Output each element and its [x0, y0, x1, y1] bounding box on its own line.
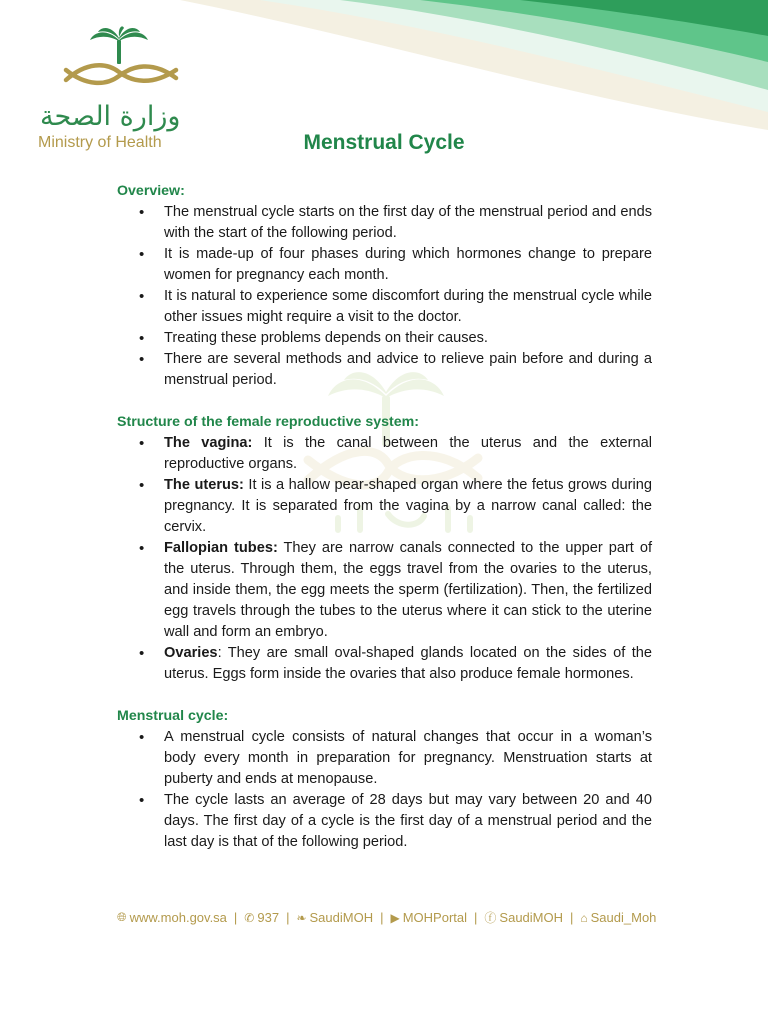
footer-snapchat-text: Saudi_Moh	[590, 910, 657, 925]
section-heading: Structure of the female reproductive system:	[117, 414, 419, 430]
twitter-icon: ❧	[296, 910, 307, 925]
list-item	[117, 475, 652, 538]
section-menstrual-cycle	[117, 706, 652, 853]
separator: |	[380, 910, 384, 925]
globe-icon: 🌐︎	[117, 910, 127, 924]
palm-swords-emblem	[36, 26, 206, 98]
list-item	[117, 202, 652, 244]
list-item	[117, 328, 652, 349]
footer-twitter[interactable]	[296, 910, 373, 925]
item-text: They are narrow canals connected to the upper part of the uterus. Through them, the eggs travel from the ovaries to the uterus, and inside them, the egg meets the sperm (fertilization). Then, the fertilized egg travels through the tubes to the uterus where it can stick to the uterine wall and form an embryo.	[164, 540, 653, 640]
facebook-icon: ⓕ	[484, 911, 497, 925]
youtube-icon: ▶	[390, 910, 400, 925]
footer-twitter-text: SaudiMOH	[309, 910, 374, 925]
document-body	[117, 181, 652, 874]
footer-facebook-text: SaudiMOH	[499, 910, 563, 925]
section-overview	[117, 181, 652, 391]
section-heading: Overview:	[117, 183, 185, 199]
logo-english-text: Ministry of Health	[38, 134, 162, 151]
item-term: Fallopian tubes:	[164, 540, 278, 556]
separator: |	[570, 910, 574, 925]
bullet-list	[117, 202, 652, 391]
bullet-list	[117, 727, 652, 853]
list-item	[117, 790, 652, 853]
section-structure	[117, 412, 652, 685]
footer-youtube[interactable]	[390, 910, 467, 925]
footer-phone-text: 937	[257, 910, 280, 925]
page-title: Menstrual Cycle	[303, 131, 465, 154]
separator: |	[286, 910, 290, 925]
phone-icon: ✆	[244, 910, 255, 925]
footer-website[interactable]	[117, 910, 227, 925]
item-text: The cycle lasts an average of 28 days but may vary between 20 and 40 days. The first day of a cycle is the first day of a menstrual period and the last day is that of the following period.	[164, 792, 652, 850]
list-item	[117, 433, 652, 475]
item-text: It is made-up of four phases during which hormones change to prepare women for pregnancy each month.	[164, 246, 652, 283]
item-text: Treating these problems depends on their causes.	[164, 330, 488, 346]
list-item	[117, 244, 652, 286]
list-item	[117, 349, 652, 391]
item-text: It is a hallow pear-shaped organ where the fetus grows during pregnancy. It is separated from the vagina by a narrow canal called: the cervix.	[164, 477, 652, 535]
item-text: A menstrual cycle consists of natural changes that occur in a woman’s body every month in preparation for pregnancy. Menstruation starts at puberty and ends at menopause.	[164, 729, 652, 787]
item-term: The uterus:	[164, 477, 244, 493]
item-term: The vagina:	[164, 435, 253, 451]
snapchat-icon: ⌂	[580, 910, 588, 925]
footer-facebook[interactable]	[484, 909, 563, 926]
item-text: It is the canal between the uterus and the external reproductive organs.	[164, 435, 653, 472]
item-text: There are several methods and advice to relieve pain before and during a menstrual period.	[164, 351, 652, 388]
item-text: It is natural to experience some discomfort during the menstrual cycle while other issues might require a visit to the doctor.	[164, 288, 652, 325]
separator: |	[474, 910, 478, 925]
footer-contact-bar	[117, 909, 677, 926]
logo-arabic-text: وزارة الصحة	[40, 101, 181, 132]
list-item	[117, 538, 652, 643]
footer-website-text: www.moh.gov.sa	[129, 910, 227, 925]
item-text: The menstrual cycle starts on the first day of the menstrual period and ends with the start of the following period.	[164, 204, 652, 241]
list-item	[117, 286, 652, 328]
footer-youtube-text: MOHPortal	[402, 910, 468, 925]
separator: |	[233, 910, 238, 925]
bullet-list	[117, 433, 652, 685]
item-text: : They are small oval-shaped glands located on the sides of the uterus. Eggs form inside the ovaries that also produce female hormones.	[164, 645, 652, 682]
footer-snapchat[interactable]	[580, 910, 656, 925]
list-item	[117, 643, 652, 685]
item-term: Ovaries	[164, 645, 218, 661]
list-item	[117, 727, 652, 790]
section-heading: Menstrual cycle:	[117, 708, 229, 724]
footer-phone[interactable]	[244, 910, 279, 925]
